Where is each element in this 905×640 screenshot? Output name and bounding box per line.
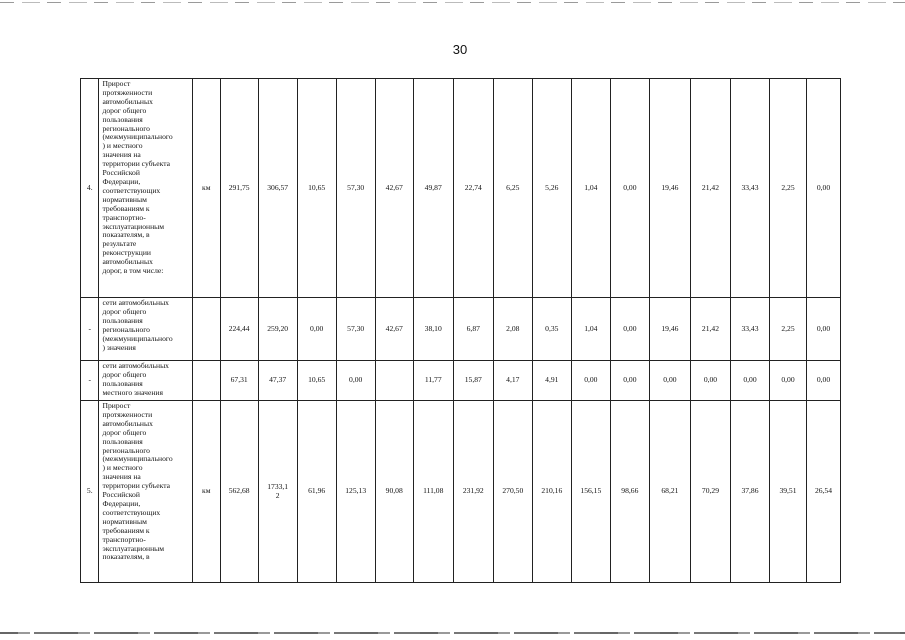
value-cell (375, 361, 413, 401)
indicator-description-cell: сети автомобильных дорог общего пользования местного значения (99, 361, 192, 401)
row-number-cell: 4. (81, 79, 99, 298)
value-cell: 231,92 (453, 401, 493, 583)
indicator-description-cell: Прирост протяженности автомобильных дорог общего пользования регионального (межмуниципального ) и местного значения на территории субъекта Российской Федерации, соответствующих нормативным требованиям к транспортно- эксплуатационным показателям, в (99, 401, 192, 583)
table-row (81, 79, 841, 298)
row-number-cell: - (81, 298, 99, 361)
value-cell: 0,00 (730, 361, 769, 401)
scan-edge-top (0, 2, 905, 3)
indicator-description-cell: сети автомобильных дорог общего пользования регионального (межмуниципального ) значения (99, 298, 192, 361)
value-cell: 57,30 (336, 79, 375, 298)
value-cell: 270,50 (493, 401, 532, 583)
value-cell: 5,26 (532, 79, 571, 298)
value-cell: 111,08 (413, 401, 453, 583)
page-number: 30 (452, 42, 468, 57)
value-cell: 49,87 (413, 79, 453, 298)
value-cell: 0,00 (806, 298, 840, 361)
value-cell: 42,67 (375, 79, 413, 298)
value-cell: 10,65 (297, 79, 336, 298)
value-cell: 0,00 (610, 79, 649, 298)
unit-cell (192, 361, 220, 401)
value-cell: 38,10 (413, 298, 453, 361)
value-cell: 2,08 (493, 298, 532, 361)
value-cell: 0,00 (571, 361, 610, 401)
data-table (80, 78, 841, 583)
unit-cell: км (192, 401, 220, 583)
value-cell: 39,51 (770, 401, 807, 583)
value-cell: 57,30 (336, 298, 375, 361)
table-row (81, 401, 841, 583)
value-cell: 0,00 (806, 79, 840, 298)
table-row (81, 361, 841, 401)
value-cell: 2,25 (770, 79, 807, 298)
value-cell: 306,57 (258, 79, 297, 298)
value-cell: 6,25 (493, 79, 532, 298)
value-cell: 98,66 (610, 401, 649, 583)
value-cell: 125,13 (336, 401, 375, 583)
value-cell: 22,74 (453, 79, 493, 298)
unit-cell (192, 298, 220, 361)
row-number-cell: - (81, 361, 99, 401)
value-cell: 33,43 (730, 298, 769, 361)
indicator-description-cell: Прирост протяженности автомобильных дорог общего пользования регионального (межмуниципального ) и местного значения на территории субъекта Российской Федерации, соответствующих нормативным требованиям к транспортно- эксплуатационным показателям, в результате реконструкции автомобильных дорог, в том числе: (99, 79, 192, 298)
value-cell: 1,04 (571, 79, 610, 298)
unit-cell: км (192, 79, 220, 298)
value-cell: 0,00 (336, 361, 375, 401)
value-cell: 19,46 (649, 79, 690, 298)
value-cell: 10,65 (297, 361, 336, 401)
value-cell: 90,08 (375, 401, 413, 583)
value-cell: 4,91 (532, 361, 571, 401)
value-cell: 0,00 (806, 361, 840, 401)
scan-edge-bottom (0, 632, 905, 634)
value-cell: 6,87 (453, 298, 493, 361)
value-cell: 61,96 (297, 401, 336, 583)
value-cell: 67,31 (220, 361, 258, 401)
value-cell: 33,43 (730, 79, 769, 298)
value-cell: 156,15 (571, 401, 610, 583)
value-cell: 26,54 (806, 401, 840, 583)
value-cell: 0,00 (610, 298, 649, 361)
value-cell: 0,00 (770, 361, 807, 401)
value-cell: 15,87 (453, 361, 493, 401)
value-cell: 2,25 (770, 298, 807, 361)
value-cell: 11,77 (413, 361, 453, 401)
table-row (81, 298, 841, 361)
value-cell: 47,37 (258, 361, 297, 401)
value-cell: 1733,1 2 (258, 401, 297, 583)
value-cell: 210,16 (532, 401, 571, 583)
value-cell: 0,35 (532, 298, 571, 361)
value-cell: 42,67 (375, 298, 413, 361)
value-cell: 19,46 (649, 298, 690, 361)
value-cell: 1,04 (571, 298, 610, 361)
value-cell: 21,42 (690, 79, 730, 298)
value-cell: 224,44 (220, 298, 258, 361)
value-cell: 0,00 (297, 298, 336, 361)
value-cell: 68,21 (649, 401, 690, 583)
value-cell: 0,00 (610, 361, 649, 401)
value-cell: 259,20 (258, 298, 297, 361)
value-cell: 291,75 (220, 79, 258, 298)
value-cell: 21,42 (690, 298, 730, 361)
row-number-cell: 5. (81, 401, 99, 583)
value-cell: 562,68 (220, 401, 258, 583)
value-cell: 0,00 (649, 361, 690, 401)
value-cell: 37,86 (730, 401, 769, 583)
value-cell: 70,29 (690, 401, 730, 583)
value-cell: 4,17 (493, 361, 532, 401)
value-cell: 0,00 (690, 361, 730, 401)
